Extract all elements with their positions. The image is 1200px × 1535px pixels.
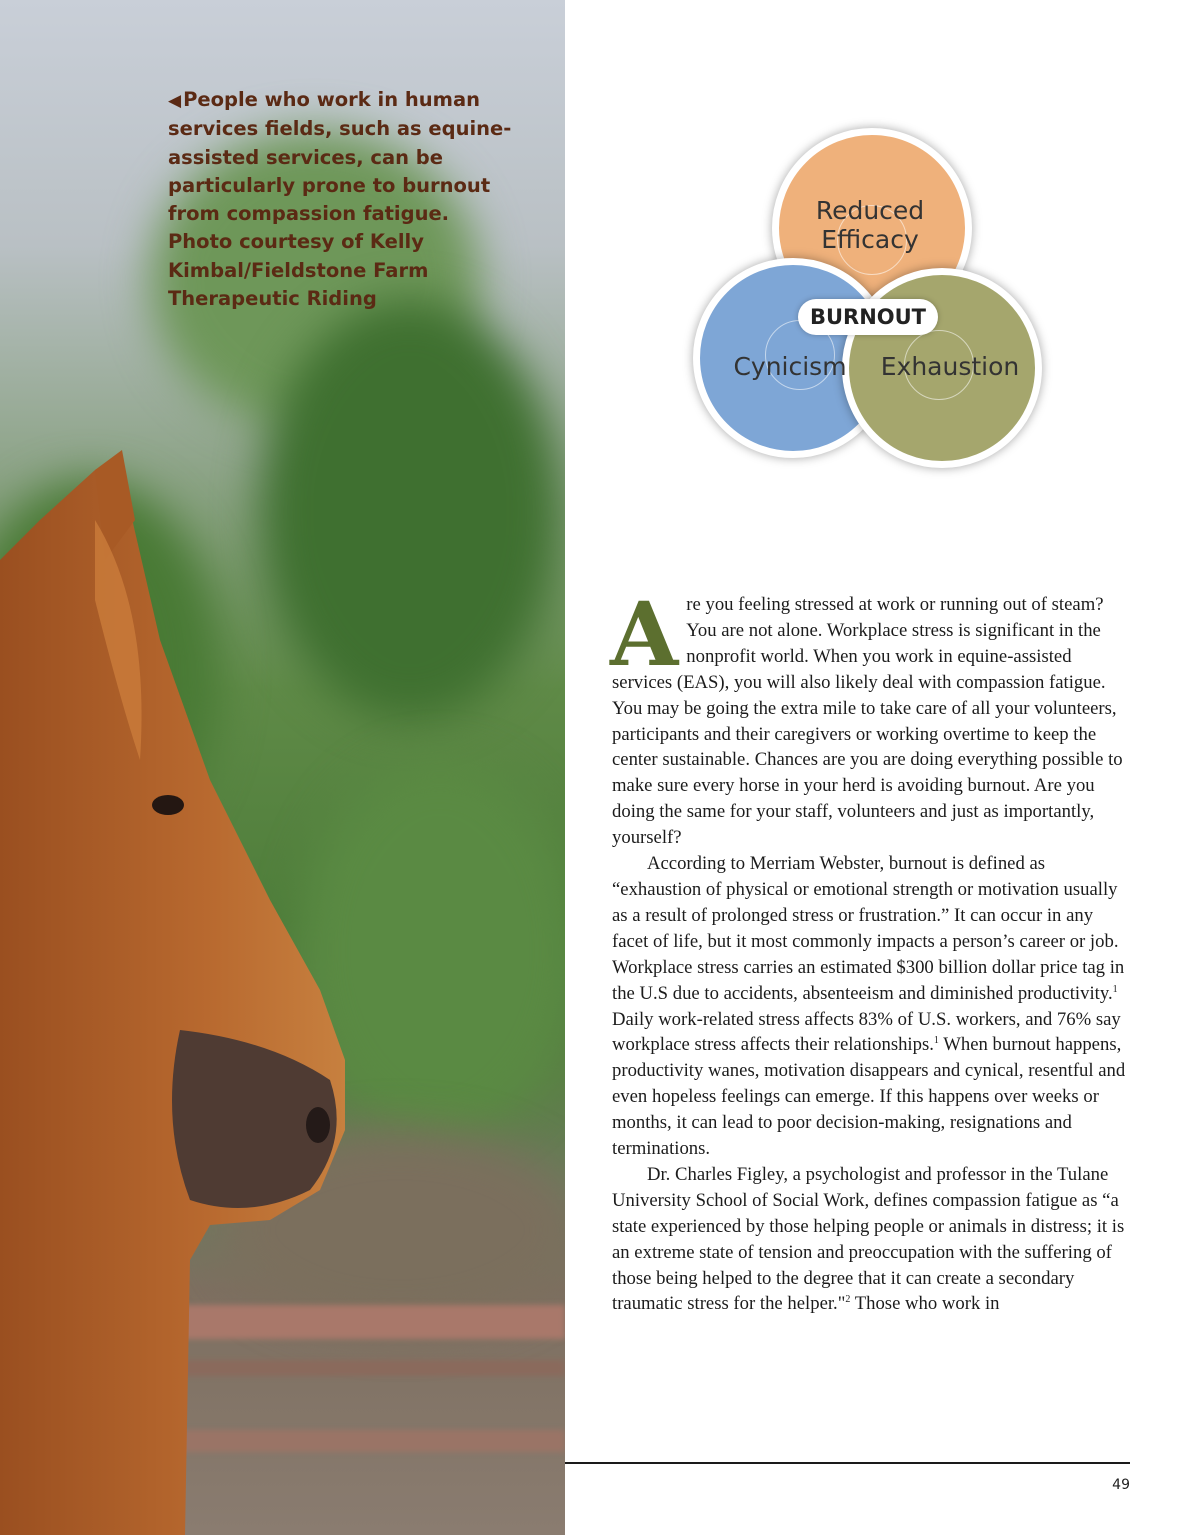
footer-rule — [565, 1462, 1130, 1464]
label-exhaustion: Exhaustion — [880, 352, 1020, 381]
footnote-ref: 1 — [933, 1035, 939, 1047]
horse-head-shape — [0, 455, 345, 1535]
paragraph-2-text-a: According to Merriam Webster, burnout is defined as “exhaustion of physical or emotional strength or motivation usually as a result of prolonged stress or frustration.” It can occur in any facet of life, but it most commonly impacts a person’s career or job. Workplace stress carries an estimated $300 billion dollar price tag in the U.S due to accidents, absenteeism and diminished productivity. — [612, 853, 1125, 1004]
page-number: 49 — [1112, 1477, 1130, 1493]
paragraph-3-text-b: Those who work in — [850, 1293, 1000, 1315]
paragraph-2-text-b: Daily work-related stress affects 83% of U.S. workers, and 76% say workplace stress affects their relationships. — [612, 1008, 1121, 1056]
label-reduced-efficacy — [785, 196, 955, 254]
burnout-center-label: BURNOUT — [798, 299, 938, 335]
photo-caption — [168, 86, 518, 313]
paragraph-3 — [612, 1162, 1132, 1317]
paragraph-1-text: re you feeling stressed at work or running out of steam? You are not alone. Workplace stress is significant in the nonprofit world. When you work in equine-assisted services (EAS), you will also likely deal with compassion fatigue. You may be going the extra mile to take care of all your volunteers, participants and their caregivers or working overtime to keep the center sustainable. Chances are you are doing everything possible to make sure every horse in your herd is avoiding burnout. Are you doing the same for your staff, volunteers and just as importantly, yourself? — [612, 594, 1123, 849]
paragraph-2-text-c: When burnout happens, productivity wanes, motivation disappears and cynical, resentful and even hopeless feelings can emerge. If this happens over weeks or months, it can lead to poor decision-making, resignations and terminations. — [612, 1034, 1126, 1160]
paragraph-3-text-a: Dr. Charles Figley, a psychologist and professor in the Tulane University School of Social Work, defines compassion fatigue as “a state experienced by those helping people or animals in distress; it is an extreme state of tension and preoccupation with the suffering of those being helped to the degree that it can create a secondary traumatic stress for the helper." — [612, 1163, 1125, 1315]
label-reduced: Reduced — [815, 196, 925, 225]
caption-arrow-icon: ◀ — [168, 91, 182, 111]
label-cynicism: Cynicism — [733, 352, 847, 381]
paragraph-1 — [610, 582, 1132, 851]
horse-eye — [152, 795, 184, 815]
label-efficacy: Efficacy — [821, 225, 919, 254]
footnote-ref: 2 — [845, 1294, 851, 1306]
burnout-diagram — [690, 125, 1060, 485]
caption-text: People who work in human services fields, such as equine-assisted services, can be particularly prone to burnout from compassion fatigue. Photo courtesy of Kelly Kimbal/Fieldstone Farm Therapeutic Riding — [168, 88, 512, 311]
horse-photo — [0, 0, 565, 1535]
footnote-ref: 1 — [1112, 983, 1118, 995]
article-body — [610, 582, 1132, 1317]
drop-cap: A — [610, 582, 679, 686]
horse-nostril — [306, 1107, 330, 1143]
paragraph-2 — [612, 851, 1132, 1162]
